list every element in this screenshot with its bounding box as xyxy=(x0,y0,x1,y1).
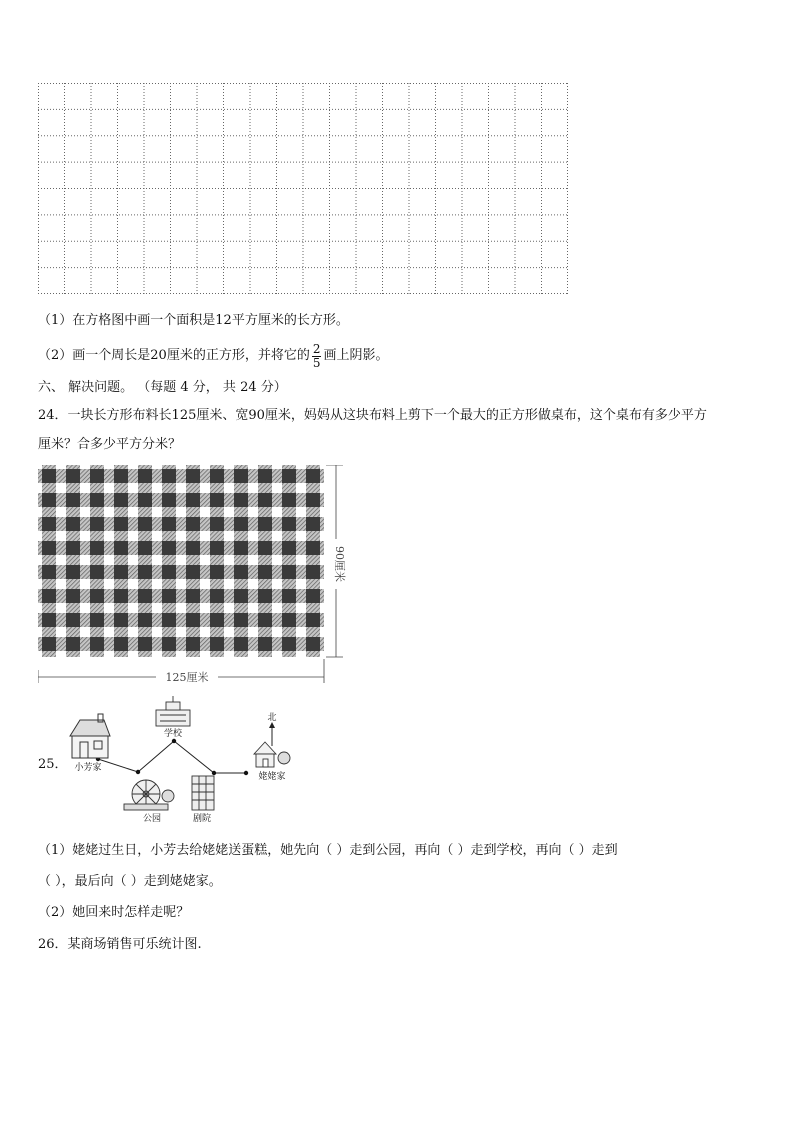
plaid-intersection xyxy=(210,541,224,555)
plaid-intersection xyxy=(186,541,200,555)
plaid-intersection xyxy=(234,517,248,531)
plaid-horizontal-band xyxy=(38,517,324,531)
plaid-intersection xyxy=(90,469,104,483)
plaid-intersection xyxy=(42,613,56,627)
plaid-intersection xyxy=(306,469,320,483)
plaid-intersection xyxy=(90,541,104,555)
fraction-two-fifths xyxy=(312,343,322,370)
park-ferris-wheel-icon xyxy=(124,780,174,810)
plaid-intersection xyxy=(258,493,272,507)
xiaofang-house-icon xyxy=(70,714,110,758)
plaid-intersection xyxy=(90,493,104,507)
label-theater: 剧院 xyxy=(192,814,212,824)
school-icon xyxy=(156,696,190,726)
plaid-intersection xyxy=(66,493,80,507)
plaid-intersection xyxy=(138,613,152,627)
plaid-intersection xyxy=(138,517,152,531)
plaid-intersection xyxy=(186,565,200,579)
plaid-intersection xyxy=(138,493,152,507)
q25-part1-line1: （1）姥姥过生日，小芳去给姥姥送蛋糕，她先向（ ）走到公园，再向（ ）走到学校，再向（ ）走到 xyxy=(38,843,618,858)
plaid-intersection xyxy=(90,589,104,603)
plaid-intersection xyxy=(138,589,152,603)
plaid-intersection xyxy=(186,637,200,651)
q25-number: 25． xyxy=(38,757,68,772)
fraction-numerator: 2 xyxy=(312,341,321,356)
plaid-intersection xyxy=(162,613,176,627)
plaid-intersection xyxy=(258,541,272,555)
label-school: 学校 xyxy=(163,729,183,739)
plaid-horizontal-band xyxy=(38,493,324,507)
plaid-intersection xyxy=(306,637,320,651)
plaid-intersection xyxy=(282,637,296,651)
q25-part1-line2: （ ），最后向（ ）走到姥姥家。 xyxy=(38,874,222,889)
plaid-intersection xyxy=(162,493,176,507)
plaid-intersection xyxy=(258,613,272,627)
height-label: 90厘米 xyxy=(333,546,346,582)
dotted-square-grid xyxy=(38,83,568,294)
plaid-intersection xyxy=(210,613,224,627)
plaid-horizontal-band xyxy=(38,565,324,579)
plaid-intersection xyxy=(114,565,128,579)
plaid-intersection xyxy=(90,613,104,627)
plaid-intersection xyxy=(234,637,248,651)
plaid-horizontal-band xyxy=(38,469,324,483)
plaid-intersection xyxy=(114,541,128,555)
plaid-intersection xyxy=(186,517,200,531)
plaid-intersection xyxy=(114,589,128,603)
plaid-intersection xyxy=(162,637,176,651)
plaid-intersection xyxy=(66,637,80,651)
plaid-intersection xyxy=(162,589,176,603)
plaid-intersection xyxy=(282,517,296,531)
plaid-intersection xyxy=(114,493,128,507)
plaid-horizontal-band xyxy=(38,613,324,627)
plaid-intersection xyxy=(114,637,128,651)
plaid-intersection xyxy=(306,541,320,555)
plaid-intersection xyxy=(234,493,248,507)
plaid-intersection xyxy=(42,589,56,603)
plaid-intersection xyxy=(282,589,296,603)
q25-part2: （2）她回来时怎样走呢？ xyxy=(38,905,190,920)
plaid-horizontal-band xyxy=(38,637,324,651)
section-six-heading: 六、 解决问题。 （每题 4 分， 共 24 分） xyxy=(38,380,287,395)
grid-question-part1: （1）在方格图中画一个面积是12平方厘米的长方形。 xyxy=(38,313,349,328)
plaid-intersection xyxy=(306,493,320,507)
plaid-intersection xyxy=(234,541,248,555)
plaid-intersection xyxy=(234,469,248,483)
plaid-cloth-figure xyxy=(38,465,348,687)
plaid-intersection xyxy=(42,565,56,579)
plaid-intersection xyxy=(42,469,56,483)
plaid-intersection xyxy=(186,469,200,483)
plaid-intersection xyxy=(282,613,296,627)
plaid-intersection xyxy=(66,517,80,531)
plaid-intersection xyxy=(258,565,272,579)
label-grandma-home: 姥姥家 xyxy=(258,772,286,782)
plaid-intersection xyxy=(258,517,272,531)
plaid-intersection xyxy=(282,565,296,579)
plaid-intersection xyxy=(66,613,80,627)
plaid-intersection xyxy=(210,637,224,651)
plaid-intersection xyxy=(138,541,152,555)
plaid-intersection xyxy=(210,589,224,603)
label-xiaofang-home: 小芳家 xyxy=(74,763,102,773)
plaid-intersection xyxy=(210,469,224,483)
plaid-intersection xyxy=(114,469,128,483)
q26-text: 26．某商场销售可乐统计图. xyxy=(38,937,202,952)
plaid-intersection xyxy=(42,541,56,555)
plaid-intersection xyxy=(258,469,272,483)
label-park: 公园 xyxy=(142,814,162,824)
plaid-intersection xyxy=(42,517,56,531)
plaid-intersection xyxy=(234,613,248,627)
plaid-intersection xyxy=(138,469,152,483)
plaid-intersection xyxy=(162,565,176,579)
theater-building-icon xyxy=(192,776,214,810)
plaid-intersection xyxy=(66,541,80,555)
plaid-intersection xyxy=(162,469,176,483)
route-path xyxy=(98,741,246,773)
plaid-intersection xyxy=(138,637,152,651)
plaid-intersection xyxy=(186,493,200,507)
plaid-intersection xyxy=(234,589,248,603)
plaid-intersection xyxy=(282,541,296,555)
plaid-intersection xyxy=(42,493,56,507)
plaid-horizontal-band xyxy=(38,541,324,555)
plaid-intersection xyxy=(282,493,296,507)
plaid-intersection xyxy=(114,517,128,531)
plaid-intersection xyxy=(306,517,320,531)
part2-before: （2）画一个周长是20厘米的正方形，并将它的 xyxy=(38,348,310,363)
plaid-intersection xyxy=(258,589,272,603)
plaid-intersection xyxy=(186,589,200,603)
north-arrow-icon xyxy=(269,722,275,746)
plaid-intersection xyxy=(234,565,248,579)
plaid-intersection xyxy=(162,541,176,555)
plaid-intersection xyxy=(210,493,224,507)
plaid-intersection xyxy=(90,517,104,531)
plaid-intersection xyxy=(258,637,272,651)
plaid-intersection xyxy=(66,565,80,579)
plaid-intersection xyxy=(66,589,80,603)
plaid-intersection xyxy=(90,637,104,651)
fraction-denominator: 5 xyxy=(312,355,321,370)
plaid-intersection xyxy=(138,565,152,579)
plaid-intersection xyxy=(42,637,56,651)
plaid-horizontal-band xyxy=(38,589,324,603)
width-label: 125厘米 xyxy=(165,671,209,684)
plaid-intersection xyxy=(186,613,200,627)
plaid-intersection xyxy=(306,613,320,627)
plaid-intersection xyxy=(210,565,224,579)
plaid-intersection xyxy=(162,517,176,531)
plaid-intersection xyxy=(282,469,296,483)
label-north: 北 xyxy=(267,713,277,723)
route-map xyxy=(36,696,304,826)
plaid-intersection xyxy=(306,565,320,579)
plaid-intersection xyxy=(210,517,224,531)
q24-line2: 厘米？合多少平方分米？ xyxy=(38,437,182,452)
plaid-intersection xyxy=(114,613,128,627)
q24-line1: 24．一块长方形布料长125厘米、宽90厘米，妈妈从这块布料上剪下一个最大的正方形做桌布，这个桌布有多少平方 xyxy=(38,408,707,423)
plaid-cloth xyxy=(38,465,324,657)
plaid-intersection xyxy=(306,589,320,603)
plaid-intersection xyxy=(90,565,104,579)
grid-question-part2 xyxy=(38,340,388,372)
part2-after: 画上阴影。 xyxy=(323,348,389,363)
plaid-intersection xyxy=(66,469,80,483)
